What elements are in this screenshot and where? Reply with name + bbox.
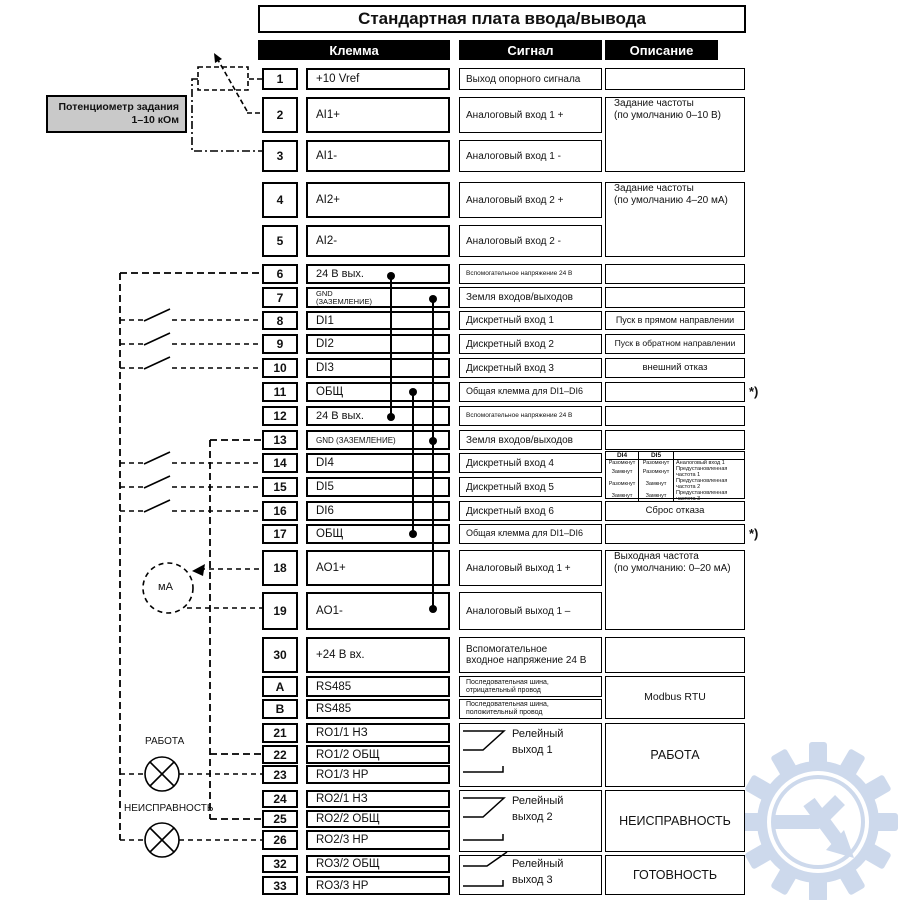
di-table-cell: Замкнут [606,490,639,502]
description-line: Задание частоты [614,98,694,109]
di-table-header-di5: DI5 [639,452,674,459]
terminal-number: 4 [262,182,298,218]
description: Пуск в прямом направлении [605,311,745,330]
terminal-number: 25 [262,810,298,828]
relay3-signal-line2: выход 3 [512,873,553,886]
run-lamp-label: РАБОТА [145,736,185,747]
signal: Дискретный вход 4 [459,453,602,473]
terminal-name [306,287,450,308]
gear-teeth [738,742,898,900]
signal: Аналоговый выход 1 – [459,592,602,630]
gear-k-watermark [735,738,900,900]
terminal-number: 6 [262,264,298,284]
terminal-name: AI2- [306,225,450,257]
relay1-signal-line2: выход 1 [512,743,553,756]
fault-lamp-label: НЕИСПРАВНОСТЬ [124,803,214,814]
column-header-terminal: Клемма [258,40,450,60]
relay1-signal-line1: Релейный [512,728,564,740]
terminal-number: B [262,699,298,719]
terminal-name: RS485 [306,699,450,719]
signal: Общая клемма для DI1–DI6 [459,524,602,544]
terminal-name: DI3 [306,358,450,378]
digital-input-switches [120,309,262,512]
potentiometer-label [46,95,187,133]
description-line: (по умолчанию 4–20 мА) [614,194,728,206]
terminal-number: 7 [262,287,298,308]
di4-di5-function-table [605,451,745,502]
di-table-cell: Разомкнут [639,466,674,478]
signal: Последовательная шина, отрицательный провод [459,676,602,697]
signal: Дискретный вход 3 [459,358,602,378]
description-line: (по умолчанию 0–10 В) [614,109,721,121]
description-empty [605,68,745,90]
potentiometer-label-line2: 1–10 кОм [131,114,179,126]
description: ГОТОВНОСТЬ [605,855,745,895]
di-table-cell: Замкнут [639,490,674,502]
signal: Дискретный вход 1 [459,311,602,330]
terminal-number: 15 [262,477,298,497]
terminal-number: A [262,676,298,697]
signal: Общая клемма для DI1–DI6 [459,382,602,402]
relay3-signal-line1: Релейный [512,858,564,870]
terminal-number: 17 [262,524,298,544]
di-table-cell: Замкнут [639,478,674,490]
footnote-mark: *) [749,384,759,399]
description-empty [605,430,745,450]
description-empty [605,637,745,673]
description: внешний отказ [605,358,745,378]
external-wiring-bus [120,273,262,840]
terminal-name: GND (ЗАЗЕМЛЕНИЕ) [306,430,450,450]
signal: Вспомогательное напряжение 24 В [459,406,602,426]
description-line: Выходная частота [614,551,699,562]
terminal-number: 13 [262,430,298,450]
terminal-number: 21 [262,723,298,743]
description: Modbus RTU [605,676,745,719]
terminal-number: 30 [262,637,298,673]
terminal-number: 11 [262,382,298,402]
description-empty [605,382,745,402]
terminal-number: 23 [262,765,298,784]
terminal-name: RO3/3 НР [306,876,450,895]
terminal-number: 12 [262,406,298,426]
terminal-number: 1 [262,68,298,90]
signal: Аналоговый вход 1 - [459,140,602,172]
description-ao1 [605,550,745,630]
terminal-name: RO1/3 НР [306,765,450,784]
terminal-name: ОБЩ [306,382,450,402]
description-line: Задание частоты [614,183,694,194]
terminal-number: 10 [262,358,298,378]
terminal-name-text: GND (ЗАЗЕМЛЕНИЕ) [316,288,372,306]
run-lamp-icon [120,757,262,791]
description-ai2 [605,182,745,257]
di-table-cell: Разомкнут [639,460,674,466]
relay2-signal-line1: Релейный [512,795,564,807]
terminal-number: 18 [262,550,298,586]
terminal-name: RO2/1 НЗ [306,790,450,808]
terminal-name: 24 В вых. [306,406,450,426]
terminal-name: +10 Vref [306,68,450,90]
terminal-number: 2 [262,97,298,133]
terminal-name: DI5 [306,477,450,497]
fault-lamp-icon [120,823,262,857]
column-header-description: Описание [605,40,718,60]
description-line: (по умолчанию: 0–20 мА) [614,562,731,574]
terminal-name: AI2+ [306,182,450,218]
terminal-name: DI4 [306,453,450,473]
di-table-cell: Разомкнут [606,460,639,466]
di-table-cell: Разомкнут [606,478,639,490]
description-empty [605,524,745,544]
signal: Выход опорного сигнала [459,68,602,90]
description-empty [605,406,745,426]
terminal-number: 8 [262,311,298,330]
terminal-name: AI1+ [306,97,450,133]
signal: Аналоговый вход 2 - [459,225,602,257]
description-empty [605,287,745,308]
switch-contact-icon [144,309,170,512]
terminal-name: DI6 [306,501,450,521]
di-table-cell: Предустановленная частота 1 [676,466,728,478]
signal: Земля входов/выходов [459,287,602,308]
di-table-cell: Замкнут [606,466,639,478]
signal: Дискретный вход 5 [459,477,602,497]
signal: Аналоговый вход 2 + [459,182,602,218]
terminal-number: 3 [262,140,298,172]
terminal-name: RO3/2 ОБЩ [306,855,450,873]
di-table-cell: Предустановленная частота 2 [676,478,728,490]
terminal-number: 14 [262,453,298,473]
terminal-name: ОБЩ [306,524,450,544]
signal: Вспомогательное входное напряжение 24 В [459,637,602,673]
terminal-number: 9 [262,334,298,354]
terminal-name: DI1 [306,311,450,330]
ma-meter-label: мА [158,581,173,593]
terminal-name: DI2 [306,334,450,354]
signal: Вспомогательное напряжение 24 В [459,264,602,284]
terminal-number: 22 [262,745,298,764]
terminal-number: 26 [262,830,298,850]
terminal-name: RS485 [306,676,450,697]
k-arrow-glyph [773,800,854,858]
signal: Дискретный вход 2 [459,334,602,354]
description: НЕИСПРАВНОСТЬ [605,790,745,852]
signal: Аналоговый выход 1 + [459,550,602,586]
signal: Аналоговый вход 1 + [459,97,602,133]
description: Пуск в обратном направлении [605,334,745,354]
di-table-header-di4: DI4 [606,452,639,459]
terminal-name: RO1/2 ОБЩ [306,745,450,764]
terminal-number: 16 [262,501,298,521]
potentiometer-label-line1: Потенциометр задания [58,100,179,113]
terminal-name: RO2/2 ОБЩ [306,810,450,828]
description: РАБОТА [605,723,745,787]
terminal-name: +24 В вх. [306,637,450,673]
terminal-number: 19 [262,592,298,630]
terminal-number: 24 [262,790,298,808]
signal: Земля входов/выходов [459,430,602,450]
relay2-signal-line2: выход 2 [512,810,553,823]
signal: Последовательная шина, положительный провод [459,699,602,719]
di-table-header-blank [674,452,744,459]
description: Сброс отказа [605,501,745,521]
terminal-name: AO1+ [306,550,450,586]
terminal-number: 33 [262,876,298,895]
di-table-cell: Аналоговый вход 1 [676,460,725,466]
terminal-number: 32 [262,855,298,873]
terminal-name: AI1- [306,140,450,172]
terminal-number: 5 [262,225,298,257]
column-header-signal: Сигнал [459,40,602,60]
potentiometer-arrow-head [214,53,222,63]
potentiometer-symbol [192,60,262,151]
terminal-name: AO1- [306,592,450,630]
footnote-mark: *) [749,526,759,541]
description-empty [605,264,745,284]
description-ai1 [605,97,745,172]
diagram-title: Стандартная плата ввода/вывода [258,5,746,33]
di-table-cell: Предустановленная частота 3 [676,490,728,502]
terminal-name: RO1/1 НЗ [306,723,450,743]
terminal-name: RO2/3 НР [306,830,450,850]
signal: Дискретный вход 6 [459,501,602,521]
terminal-name: 24 В вых. [306,264,450,284]
